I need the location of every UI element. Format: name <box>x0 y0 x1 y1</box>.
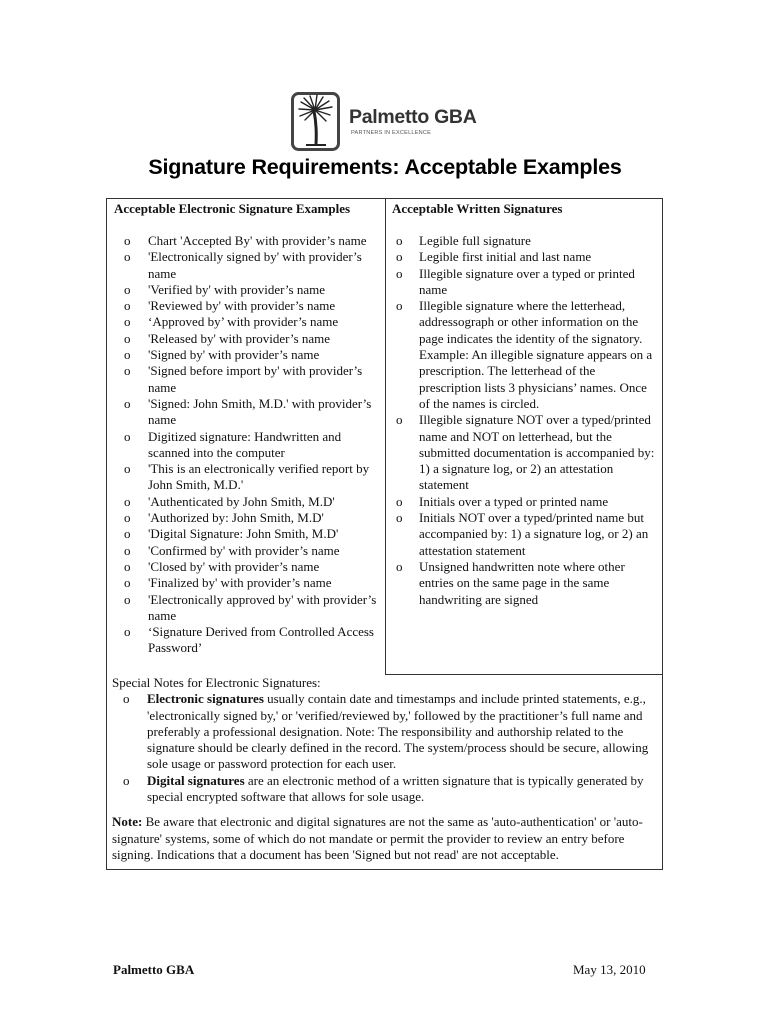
bullet-marker: o <box>124 249 131 265</box>
bullet-marker: o <box>124 558 131 574</box>
footer-organization: Palmetto GBA <box>113 962 195 977</box>
electronic-signature-item <box>114 461 382 494</box>
electronic-signature-item <box>114 429 382 462</box>
written-signature-item <box>392 266 658 299</box>
electronic-signature-item <box>114 331 382 347</box>
list-item-text: Illegible signature where the letterhead, addressograph or other information on the page indicates the identity of the signatory. Example: An illegible signature appears on a prescription. The letterhead of the prescription lists 3 physicians’ names. Once of the names is circled. <box>419 298 653 411</box>
note-paragraph <box>112 814 658 863</box>
bullet-marker: o <box>396 493 403 509</box>
logo-name: Palmetto GBA <box>349 106 477 128</box>
note-label: Note: <box>112 814 143 830</box>
electronic-signature-item <box>114 575 382 591</box>
bullet-marker: o <box>124 330 131 346</box>
bullet-marker: o <box>396 265 403 281</box>
electronic-signature-item <box>114 559 382 575</box>
electronic-signatures-header: Acceptable Electronic Signature Examples <box>114 201 351 216</box>
bullet-marker: o <box>124 298 131 314</box>
electronic-signature-item <box>114 249 382 282</box>
bullet-marker: o <box>124 314 131 330</box>
bullet-marker: o <box>124 395 131 411</box>
bullet-marker: o <box>124 363 131 379</box>
list-item-text: Illegible signature NOT over a typed/printed name and NOT on letterhead, but the submitted documentation is accompanied by: 1) a signature log, or 2) an attestation statement <box>419 412 655 493</box>
electronic-signatures-column <box>114 233 382 657</box>
list-item-text: 'Finalized by' with provider’s name <box>148 575 332 591</box>
written-signature-item <box>392 249 658 265</box>
bullet-marker: o <box>123 772 130 788</box>
list-item-text: 'Verified by' with provider’s name <box>148 281 326 297</box>
electronic-signature-item <box>114 526 382 542</box>
list-item-text: 'Signed by' with provider’s name <box>148 347 320 363</box>
list-item-text: are an electronic method of a written signature that is typically generated by special encrypted software that allows for sole usage. <box>147 772 644 805</box>
special-notes-section <box>112 675 658 863</box>
list-item-text: Digitized signature: Handwritten and scanned into the computer <box>148 428 342 460</box>
bullet-marker: o <box>124 493 131 509</box>
electronic-signatures-list <box>114 233 382 657</box>
bullet-marker: o <box>396 298 403 314</box>
written-signature-item <box>392 559 658 608</box>
list-item-text: 'Signed before import by' with provider’s name <box>148 363 363 395</box>
bullet-marker: o <box>124 461 131 477</box>
bullet-marker: o <box>124 542 131 558</box>
special-notes-list <box>112 691 658 805</box>
bullet-marker: o <box>124 624 131 640</box>
electronic-signature-item <box>114 510 382 526</box>
electronic-signature-item <box>114 543 382 559</box>
list-item-text: Chart 'Accepted By' with provider’s name <box>148 233 367 248</box>
list-item-text: Initials over a typed or printed name <box>419 493 609 509</box>
special-note-item <box>112 691 658 772</box>
list-item-text: ‘Signature Derived from Controlled Access Password’ <box>148 624 374 656</box>
list-item-text: 'Electronically approved by' with provider’s name <box>148 591 377 623</box>
electronic-signature-item <box>114 624 382 657</box>
bullet-marker: o <box>124 575 131 591</box>
list-item-text: 'Digital Signature: John Smith, M.D' <box>148 526 339 542</box>
written-signature-item <box>392 233 658 249</box>
list-item-text: ‘Approved by’ with provider’s name <box>148 314 339 330</box>
column-divider <box>385 198 386 675</box>
bullet-marker: o <box>124 591 131 607</box>
written-signatures-list <box>392 233 658 608</box>
list-item-text: 'Released by' with provider’s name <box>148 330 331 346</box>
list-item-text: 'Signed: John Smith, M.D.' with provider’s name <box>148 395 372 428</box>
written-signature-item <box>392 298 658 412</box>
bullet-marker: o <box>124 281 131 297</box>
electronic-signature-item <box>114 396 382 429</box>
electronic-signature-item <box>114 233 382 249</box>
electronic-signature-item <box>114 347 382 363</box>
electronic-signature-item <box>114 282 382 298</box>
list-item-text: Illegible signature over a typed or printed name <box>419 265 635 297</box>
list-item-text: 'Reviewed by' with provider’s name <box>148 298 336 314</box>
list-item-text: Legible first initial and last name <box>419 249 592 265</box>
electronic-signature-item <box>114 314 382 330</box>
note-text: Be aware that electronic and digital signatures are not the same as 'auto-authentication' or 'auto-signature' systems, some of which do not mandate or permit the provider to review an entry before signing. Indications that a document has been 'Signed but not read' are not acceptable. <box>112 814 643 862</box>
list-item-text: 'Confirmed by' with provider’s name <box>148 542 340 558</box>
electronic-signature-item <box>114 298 382 314</box>
list-item-text: 'Authorized by: John Smith, M.D' <box>148 510 324 526</box>
bullet-marker: o <box>396 249 403 265</box>
list-item-text: usually contain date and timestamps and include printed statements, e.g., 'electronically signed by,' or 'verified/reviewed by,' followed by the practitioner’s full name and preferably a professional designation. Note: The responsibility and authorship related to the signature should be clearly defined in the record. The system/process should be secure, allowing sole usage or password protection for each user. <box>147 691 649 772</box>
electronic-signature-item <box>114 592 382 625</box>
bullet-marker: o <box>124 510 131 526</box>
written-signature-item <box>392 510 658 559</box>
palmetto-gba-logo <box>291 92 491 154</box>
bullet-marker: o <box>396 412 403 428</box>
electronic-signature-item <box>114 494 382 510</box>
list-item-term: Electronic signatures <box>147 691 264 707</box>
written-signature-item <box>392 494 658 510</box>
list-item-text: Legible full signature <box>419 233 531 248</box>
list-item-text: 'Authenticated by John Smith, M.D' <box>148 493 335 509</box>
bullet-marker: o <box>123 691 130 707</box>
bullet-marker: o <box>124 428 131 444</box>
footer-date: May 13, 2010 <box>573 962 646 977</box>
bullet-marker: o <box>396 510 403 526</box>
bullet-marker: o <box>124 526 131 542</box>
electronic-signature-item <box>114 363 382 396</box>
bullet-marker: o <box>396 233 403 248</box>
written-signatures-column <box>392 233 658 608</box>
list-item-text: 'Closed by' with provider’s name <box>148 558 320 574</box>
list-item-text: Unsigned handwritten note where other entries on the same page in the same handwriting are signed <box>419 558 625 607</box>
written-signature-item <box>392 412 658 493</box>
list-item-text: 'This is an electronically verified report by John Smith, M.D.' <box>148 461 370 493</box>
list-item-term: Digital signatures <box>147 772 245 788</box>
palmetto-tree-icon <box>291 92 346 152</box>
bullet-marker: o <box>396 558 403 574</box>
logo-tagline: PARTNERS IN EXCELLENCE <box>351 130 432 136</box>
list-item-text: 'Electronically signed by' with provider’s name <box>148 249 362 281</box>
bullet-marker: o <box>124 233 131 248</box>
special-notes-heading: Special Notes for Electronic Signatures: <box>112 675 321 690</box>
bullet-marker: o <box>124 347 131 363</box>
special-note-item <box>112 773 658 806</box>
page-title: Signature Requirements: Acceptable Examples <box>148 155 622 179</box>
written-signatures-header: Acceptable Written Signatures <box>392 201 563 216</box>
list-item-text: Initials NOT over a typed/printed name but accompanied by: 1) a signature log, or 2) an attestation statement <box>419 510 649 558</box>
